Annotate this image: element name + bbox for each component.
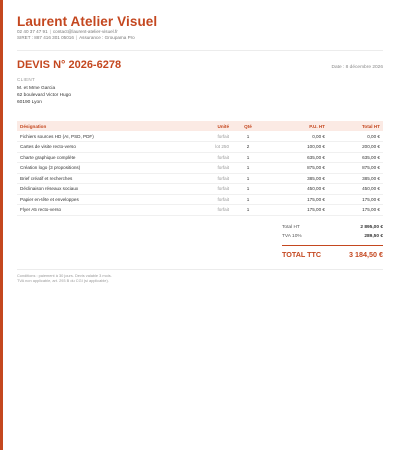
line-items-table — [17, 121, 383, 216]
total-ht-row — [282, 224, 383, 233]
header-description: Désignation — [20, 123, 47, 129]
row-unit-price: 450,00 € — [264, 184, 328, 195]
row-qty: 2 — [232, 142, 264, 153]
table-row — [17, 194, 383, 205]
row-description: Flyer A5 recto-verso — [17, 205, 182, 216]
quote-date: Date : 8 décembre 2026 — [331, 65, 383, 70]
tva-label: TVA 10% — [282, 233, 302, 239]
row-unit-price: 0,00 € — [264, 131, 328, 142]
footer-notes — [17, 273, 383, 283]
row-unit: forfait — [182, 184, 232, 195]
totals-block — [282, 224, 383, 260]
row-total: 875,00 € — [328, 163, 383, 174]
company-email: contact@laurent-atelier-visuel.fr — [52, 29, 118, 34]
row-total: 175,00 € — [328, 205, 383, 216]
row-unit: forfait — [182, 163, 232, 174]
header-qty: Qté — [244, 123, 252, 129]
row-unit-price: 175,00 € — [264, 194, 328, 205]
row-total: 175,00 € — [328, 194, 383, 205]
quote-document — [17, 14, 383, 283]
total-ht-label: Total HT — [282, 225, 300, 231]
row-unit: forfait — [182, 194, 232, 205]
row-qty: 1 — [232, 163, 264, 174]
total-ht-value: 2 895,00 € — [360, 225, 383, 231]
row-description: Déclinaison réseaux sociaux — [17, 184, 182, 195]
company-legal-line: SIRET : 887 416 301 05016 | Assurance : Groupama Pro — [17, 35, 135, 40]
client-address — [17, 85, 383, 106]
row-total: 200,00 € — [328, 142, 383, 153]
row-qty: 1 — [232, 184, 264, 195]
table-row — [17, 142, 383, 153]
client-street: 62 boulevard Victor Hugo — [17, 93, 72, 98]
total-ttc-label: TOTAL TTC — [282, 250, 322, 259]
table-row — [17, 173, 383, 184]
row-total: 385,00 € — [328, 173, 383, 184]
company-siret: SIRET : 887 416 301 05016 — [17, 35, 74, 40]
row-description: Création logo (3 propositions) — [17, 163, 182, 174]
row-description: Cartes de visite recto-verso — [17, 142, 182, 153]
company-insurance: Assurance : Groupama Pro — [79, 35, 135, 40]
table-row — [17, 184, 383, 195]
row-total: 635,00 € — [328, 152, 383, 163]
row-unit-price: 635,00 € — [264, 152, 328, 163]
title-row — [17, 59, 383, 71]
row-description: Brief créatif et recherches — [17, 173, 182, 184]
header-divider — [17, 50, 383, 51]
row-qty: 1 — [232, 173, 264, 184]
row-qty: 1 — [232, 152, 264, 163]
row-unit: forfait — [182, 173, 232, 184]
client-label: CLIENT — [17, 77, 36, 82]
row-unit: forfait — [182, 152, 232, 163]
row-total: 450,00 € — [328, 184, 383, 195]
row-total: 0,00 € — [328, 131, 383, 142]
row-unit-price: 385,00 € — [264, 173, 328, 184]
header-total: Total HT — [361, 123, 380, 129]
header-unit-price: P.U. HT — [309, 123, 325, 129]
totals-divider — [282, 245, 383, 246]
row-unit-price: 175,00 € — [264, 205, 328, 216]
client-city: 60190 Lyon — [17, 100, 42, 105]
total-ttc-row — [282, 250, 383, 260]
client-name: M. et Mme Garcia — [17, 86, 56, 91]
table-row — [17, 152, 383, 163]
company-phone: 02 40 37 47 91 — [17, 29, 48, 34]
accent-bar — [0, 0, 3, 450]
row-unit: lot 250 — [182, 142, 232, 153]
payment-conditions: Conditions : paiement à 30 jours. Devis valable 3 mois. — [17, 272, 112, 278]
company-header — [17, 14, 383, 41]
row-unit: forfait — [182, 205, 232, 216]
company-name: Laurent Atelier Visuel — [17, 14, 158, 29]
footer-divider — [17, 269, 383, 270]
table-row — [17, 163, 383, 174]
row-description: Fichiers sources HD (AI, PSD, PDF) — [17, 131, 182, 142]
table-row — [17, 131, 383, 142]
row-unit-price: 875,00 € — [264, 163, 328, 174]
row-unit-price: 100,00 € — [264, 142, 328, 153]
header-unit: Unité — [217, 123, 229, 129]
table-row — [17, 205, 383, 216]
quote-title: DEVIS N° 2026-6278 — [17, 59, 122, 71]
company-contact-line: 02 40 37 47 91 | contact@laurent-atelier-visuel.fr — [17, 29, 118, 34]
total-ttc-value: 3 184,50 € — [349, 250, 383, 259]
row-unit: forfait — [182, 131, 232, 142]
table-header-row — [17, 121, 383, 131]
tva-value: 289,50 € — [364, 233, 383, 239]
row-description: Charte graphique complète — [17, 152, 182, 163]
row-description: Papier en-tête et enveloppes — [17, 194, 182, 205]
vat-note: TVA non applicable, art. 293 B du CGI (si applicable). — [17, 277, 109, 283]
row-qty: 1 — [232, 131, 264, 142]
row-qty: 1 — [232, 194, 264, 205]
tva-row — [282, 232, 383, 241]
row-qty: 1 — [232, 205, 264, 216]
